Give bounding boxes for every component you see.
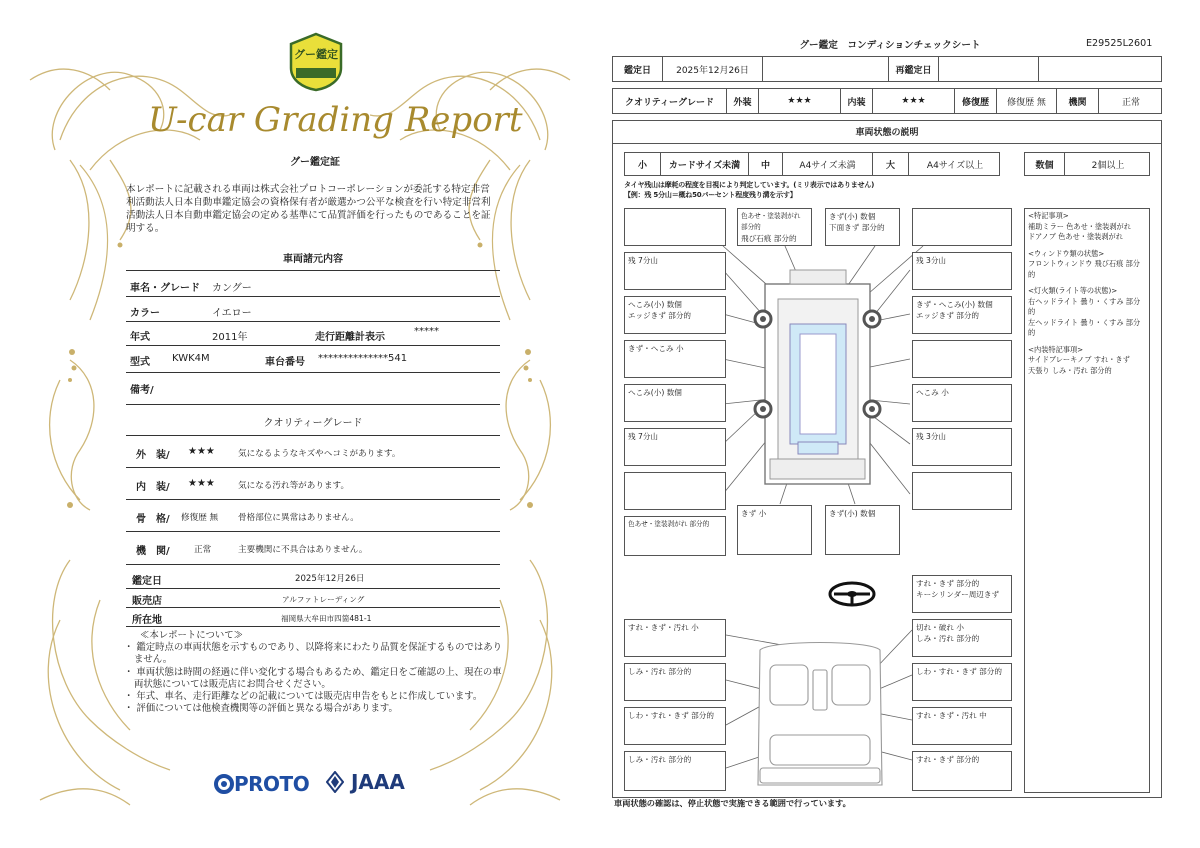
appraisal-date-label: 鑑定日: [132, 576, 162, 587]
legend-small: 小: [625, 153, 661, 175]
note-line: きず(小) 数個: [829, 212, 876, 221]
exterior-note-front-right: [912, 208, 1012, 246]
note-line: すれ・きず・汚れ 中: [916, 711, 987, 720]
note-line: きず・へこみ 小: [628, 344, 684, 353]
exterior-note-left-5: [624, 428, 726, 466]
interior-label: 内装: [841, 89, 873, 113]
year-label: 年式: [130, 332, 150, 343]
proto-logo: [214, 772, 309, 796]
legend-mid: 中: [749, 153, 783, 175]
divider: [126, 372, 500, 373]
condition-title: 車両状態の説明: [612, 120, 1162, 144]
note-item: ・ 年式、車名、走行距離などの記載については販売店申告をもとに作成しています。: [124, 691, 483, 703]
location-value: 福岡県大牟田市四箇481-1: [281, 614, 372, 623]
note-line: 残 7分山: [628, 256, 659, 265]
exterior-note-rear-1: [737, 505, 812, 555]
engine-value: 正常: [1121, 97, 1140, 108]
quality-grade: 修復歴 無: [181, 513, 219, 523]
note-line: ドアノブ 色あせ・塗装剥がれ: [1028, 232, 1123, 241]
legend-large: 大: [873, 153, 909, 175]
divider: [126, 588, 500, 589]
blank-cell: [1039, 57, 1163, 81]
spec-section-title: 車両諸元内容: [283, 254, 343, 265]
exterior-note-right-2: [912, 296, 1012, 334]
divider: [126, 499, 500, 500]
quality-desc: 骨格部位に異常はありません。: [238, 513, 359, 523]
certificate-title: グー鑑定証: [290, 157, 340, 168]
note-line: 切れ・破れ 小: [916, 623, 964, 632]
color-label: カラー: [130, 308, 160, 319]
quality-label: 骨 格/: [136, 514, 170, 525]
exterior-note-rear-left: [624, 516, 726, 556]
grade-row: [612, 88, 1162, 114]
quality-section-title: クオリティーグレード: [263, 418, 363, 429]
car-name-value: カングー: [212, 283, 252, 294]
note-line: 残 3分山: [916, 256, 947, 265]
dealer-value: アルファトレーディング: [282, 595, 365, 604]
quality-grade: 正常: [194, 545, 212, 555]
note-line: しみ・汚れ 部分的: [916, 634, 980, 643]
color-value: イエロー: [212, 308, 252, 319]
note-line: エッジきず 部分的: [916, 311, 980, 320]
interior-note-right-3: [912, 707, 1012, 745]
note-item: ・ 鑑定時点の車両状態を示すものであり、以降将来にわたり品質を保証するものではありません。: [124, 642, 502, 666]
divider: [126, 435, 500, 436]
sheet-code: E29525L2601: [1086, 38, 1153, 49]
quality-desc: 気になる汚れ等があります。: [238, 481, 350, 491]
note-line: きず 小: [741, 509, 767, 518]
note-line: 右ヘッドライト 曇り・くすみ 部分的: [1028, 296, 1141, 316]
divider: [126, 345, 500, 346]
dealer-label: 販売店: [132, 596, 162, 607]
year-value: 2011年: [212, 332, 248, 343]
exterior-note-front-left: [624, 208, 726, 246]
quality-label: 機 関/: [136, 546, 170, 557]
model-value: KWK4M: [172, 353, 210, 364]
note-line: すれ・きず・汚れ 小: [628, 623, 699, 632]
exterior-note-left-1: [624, 252, 726, 290]
exterior-note-left-3: [624, 340, 726, 378]
quality-grade-label: クオリティーグレード: [613, 89, 727, 113]
exterior-note-right-1: [912, 252, 1012, 290]
quality-label: 内 装/: [136, 482, 170, 493]
note-line: <ウィンドウ類の状態>: [1028, 248, 1105, 258]
divider: [126, 564, 500, 565]
car-name-label: 車名・グレード: [130, 283, 200, 294]
proto-mark-icon: [214, 774, 234, 794]
tire-note: タイヤ残山は摩耗の程度を目視により判定しています。(ミリ表示ではありません): [624, 181, 875, 189]
note-line: すれ・きず 部分的: [916, 579, 980, 588]
exterior-note-left-4: [624, 384, 726, 422]
note-line: キーシリンダー周辺きず: [916, 590, 1000, 599]
exterior-note-left-6: [624, 472, 726, 510]
note-line: サイドブレーキノブ すれ・きず: [1028, 355, 1130, 364]
badge-label: グー鑑定: [294, 48, 338, 61]
divider: [126, 270, 500, 271]
interior-note-right-4: [912, 751, 1012, 791]
interior-note-left-1: [624, 619, 726, 657]
exterior-label: 外装: [727, 89, 759, 113]
note-item: ・ 評価については他検査機関等の評価と異なる場合があります。: [124, 703, 398, 715]
report-script-title: U-car Grading Report: [148, 100, 523, 140]
proto-logo-text: PROTO: [234, 772, 310, 796]
chassis-value: **************541: [318, 353, 408, 364]
jaaa-mark-icon: [326, 771, 344, 793]
tire-note-example: 【例：残 5分山＝概ね50パーセント程度残り溝を示す】: [624, 191, 797, 199]
divider: [126, 296, 500, 297]
date-label: 鑑定日: [613, 57, 663, 81]
note-line: へこみ(小) 数個: [628, 388, 682, 397]
note-line: 飛び石痕 部分的: [741, 234, 797, 243]
quality-label: 外 装/: [136, 450, 170, 461]
model-label: 型式: [130, 357, 150, 368]
divider: [126, 607, 500, 608]
note-line: 残 7分山: [628, 432, 659, 441]
note-line: しみ・汚れ 部分的: [628, 755, 692, 764]
exterior-note-right-4: [912, 384, 1012, 422]
notes-title: ≪本レポートについて≫: [140, 630, 243, 641]
note-line: へこみ 小: [916, 388, 949, 397]
quality-desc: 気になるようなキズやヘコミがあります。: [238, 449, 401, 459]
note-line: <内装特記事項>: [1028, 344, 1084, 354]
divider: [126, 404, 500, 405]
interior-note-left-4: [624, 751, 726, 791]
note-line: しみ・汚れ 部分的: [628, 667, 692, 676]
note-line: 左ヘッドライト 曇り・くすみ 部分的: [1028, 317, 1141, 337]
exterior-grade: ★★★: [759, 89, 841, 113]
appraisal-date-value: 2025年12月26日: [295, 574, 365, 584]
interior-note-steering: [912, 575, 1012, 613]
exterior-note-right-6: [912, 472, 1012, 510]
exterior-note-rear-2: [825, 505, 900, 555]
note-line: 色あせ・塗装剥がれ 部分的: [628, 520, 710, 528]
note-line: 下面きず 部分的: [829, 223, 885, 232]
note-line: しわ・すれ・きず 部分的: [916, 667, 1002, 676]
chassis-label: 車台番号: [265, 357, 305, 368]
reappraisal-label: 再鑑定日: [889, 57, 939, 81]
note-line: しわ・すれ・きず 部分的: [628, 711, 714, 720]
steering-wheel-icon: [830, 583, 874, 605]
divider: [126, 626, 500, 627]
note-line: きず(小) 数個: [829, 509, 876, 518]
special-notes-panel: [1024, 208, 1150, 793]
interior-note-right-2: [912, 663, 1012, 701]
exterior-note-left-2: [624, 296, 726, 334]
repair-history-value: 修復歴 無: [997, 89, 1057, 113]
exterior-note-right-3: [912, 340, 1012, 378]
interior-note-right-1: [912, 619, 1012, 657]
count-legend: [1024, 152, 1150, 176]
quality-desc: 主要機関に不具合はありません。: [238, 545, 368, 555]
divider: [126, 531, 500, 532]
note-line: 補助ミラー 色あせ・塗装剥がれ: [1028, 221, 1131, 231]
divider: [126, 467, 500, 468]
note-line: 残 3分山: [916, 432, 947, 441]
note-line: きず・へこみ(小) 数個: [916, 300, 993, 309]
date-value: 2025年12月26日: [663, 57, 763, 81]
remarks-label: 備考/: [130, 385, 154, 396]
size-legend: [624, 152, 1000, 176]
interior-note-left-3: [624, 707, 726, 745]
note-line: 天張り しみ・汚れ 部分的: [1028, 365, 1112, 375]
exterior-note-front-2: [825, 208, 900, 246]
note-item: ・ 車両状態は時間の経過に伴い変化する場合もあるため、鑑定日をご確認の上、現在の車両状態については販売店にお問合せください。: [124, 666, 502, 690]
check-sheet-title: グー鑑定 コンディションチェックシート: [799, 40, 981, 51]
reappraisal-value: [939, 57, 1039, 81]
quality-grade: ★★★: [188, 446, 215, 457]
report-notes: [124, 630, 502, 715]
note-line: フロントウィンドウ 飛び石痕 部分的: [1028, 259, 1140, 279]
note-line: <特記事項>: [1028, 211, 1069, 220]
legend-count: 数個: [1025, 153, 1065, 175]
note-line: エッジきず 部分的: [628, 311, 692, 320]
divider: [126, 321, 500, 322]
jaaa-logo-text: JAAA: [350, 770, 405, 794]
legend-large-desc: A4サイズ以上: [926, 160, 984, 171]
interior-grade: ★★★: [873, 89, 955, 113]
goo-appraisal-badge: [287, 32, 345, 92]
legend-mid-desc: A4サイズ未満: [783, 153, 873, 175]
quality-grade: ★★★: [188, 478, 215, 489]
date-row: [612, 56, 1162, 82]
legend-small-desc: カードサイズ未満: [661, 153, 749, 175]
note-line: <灯火類(ライト等の状態)>: [1028, 286, 1118, 295]
mileage-value: *****: [414, 326, 439, 337]
location-label: 所在地: [132, 615, 162, 626]
interior-note-left-2: [624, 663, 726, 701]
inspection-footnote: 車両状態の確認は、停止状態で実施できる範囲で行っています。: [614, 798, 851, 808]
mileage-label: 走行距離計表示: [315, 332, 385, 343]
exterior-note-front-1: [737, 208, 812, 246]
note-line: すれ・きず 部分的: [916, 755, 980, 764]
engine-label: 機関: [1057, 89, 1099, 113]
note-line: へこみ(小) 数個: [628, 300, 682, 309]
repair-history-label: 修復歴: [955, 89, 997, 113]
note-line: 色あせ・塗装剥がれ 部分的: [741, 212, 801, 231]
exterior-note-right-5: [912, 428, 1012, 466]
legend-count-desc: 2個以上: [1091, 160, 1125, 171]
jaaa-logo: [326, 770, 405, 794]
blank-cell: [763, 57, 889, 81]
certificate-statement: 本レポートに記載される車両は株式会社プロトコーポレーションが委託する特定非営利活動法人日本自動車鑑定協会の資格保有者が厳選かつ公平な検査を行い特定非営利活動法人日本自動車鑑定協会の定める基準にて品質評価を行ったものであることを証明する。: [126, 184, 491, 234]
